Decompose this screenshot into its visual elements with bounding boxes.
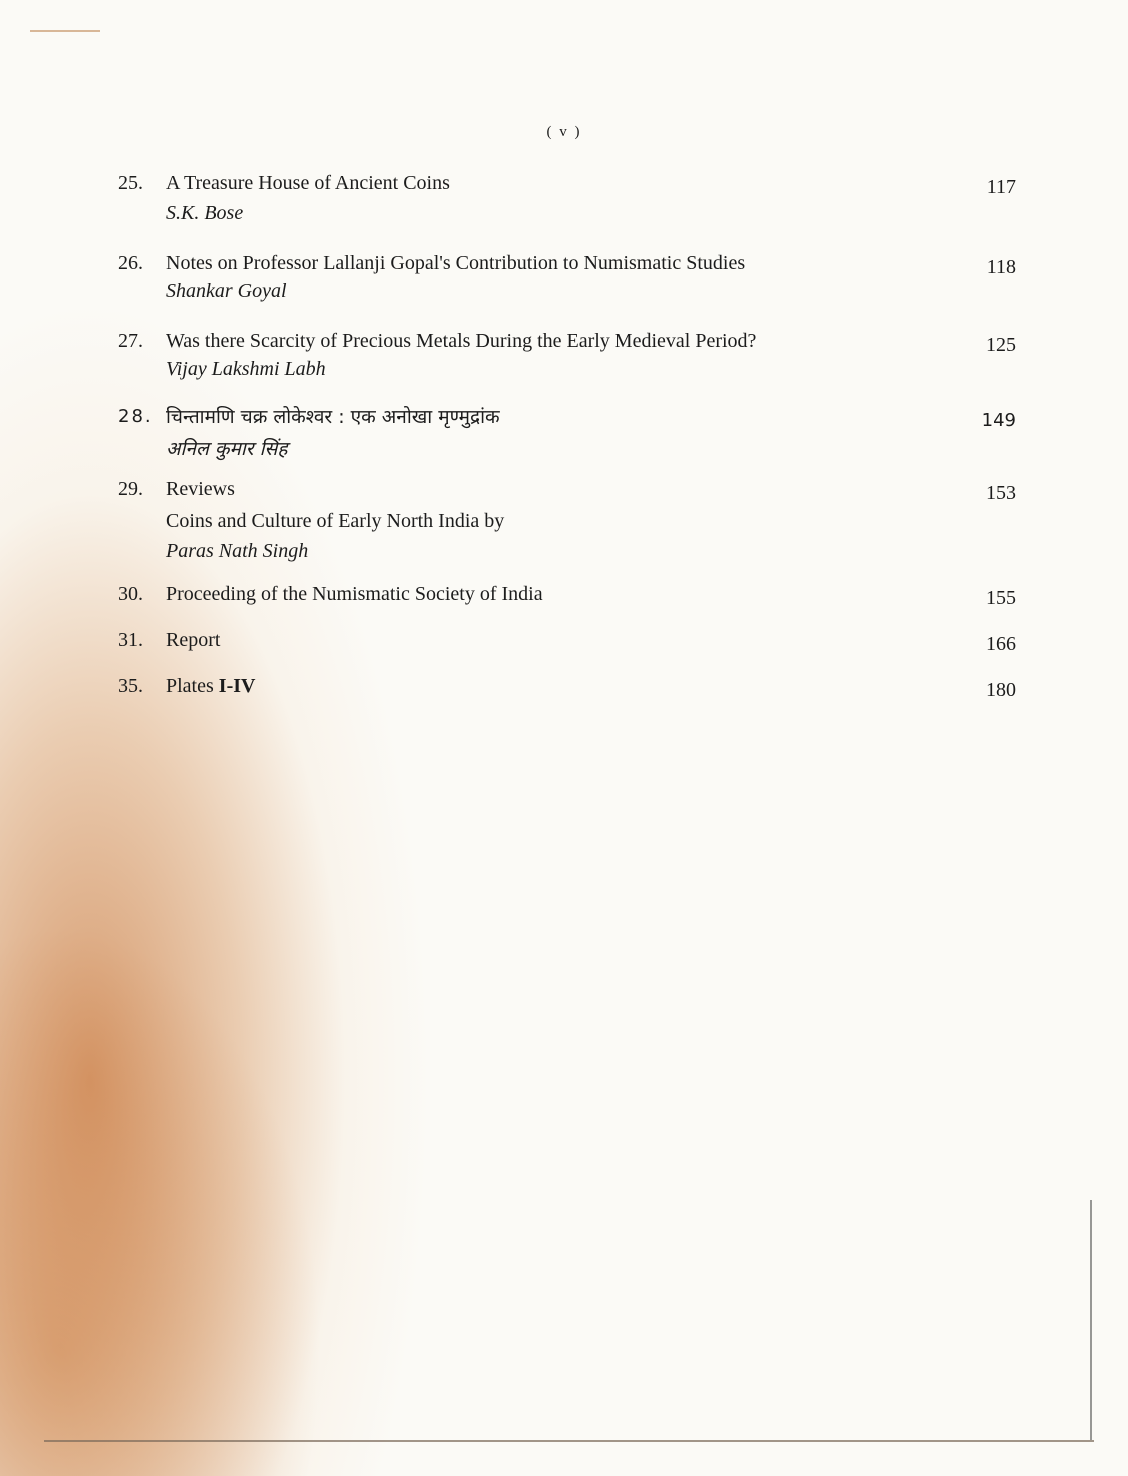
entry-number: 27. — [118, 330, 143, 352]
entry-page: 125 — [986, 334, 1016, 356]
entry-number: 31. — [118, 629, 143, 651]
entry-author: Vijay Lakshmi Labh — [166, 358, 326, 380]
entry-page: 153 — [986, 482, 1016, 504]
page-number-roman: ( v ) — [546, 124, 582, 140]
entry-title: चिन्तामणि चक्र लोकेश्वर : एक अनोखा मृण्मुद्रांक — [166, 406, 500, 428]
entry-title: Reviews — [166, 478, 235, 500]
entry-page: 149 — [981, 410, 1016, 431]
entry-page: 180 — [986, 679, 1016, 701]
entry-subtitle: Coins and Culture of Early North India by — [166, 510, 505, 532]
entry-number: 26. — [118, 252, 143, 274]
scan-edge-right — [1090, 1200, 1092, 1440]
entry-author: Paras Nath Singh — [166, 540, 309, 562]
entry-author: S.K. Bose — [166, 202, 244, 224]
entry-page: 155 — [986, 587, 1016, 609]
entry-number: 30. — [118, 583, 143, 605]
entry-title: Was there Scarcity of Precious Metals During the Early Medieval Period? — [166, 330, 757, 352]
entry-number: 25. — [118, 172, 143, 194]
entry-page: 166 — [986, 633, 1016, 655]
entry-author: अनिल कुमार सिंह — [166, 438, 288, 460]
entry-title: Notes on Professor Lallanji Gopal's Contribution to Numismatic Studies — [166, 252, 746, 274]
entry-page: 118 — [986, 256, 1016, 278]
entry-title: Proceeding of the Numismatic Society of India — [166, 583, 543, 605]
entry-title — [166, 671, 255, 701]
scan-edge-top — [30, 30, 100, 32]
entry-title-bold: I-IV — [218, 675, 256, 697]
entry-number: 29. — [118, 478, 143, 500]
entry-title-prefix: Plates — [166, 675, 219, 697]
entry-title: Report — [166, 629, 221, 651]
entry-number: 35. — [118, 675, 143, 697]
scan-edge-bottom — [44, 1440, 1094, 1442]
entry-number: 28. — [118, 406, 153, 427]
entry-title: A Treasure House of Ancient Coins — [166, 172, 450, 194]
entry-author: Shankar Goyal — [166, 280, 287, 302]
entry-page: 117 — [986, 176, 1016, 198]
